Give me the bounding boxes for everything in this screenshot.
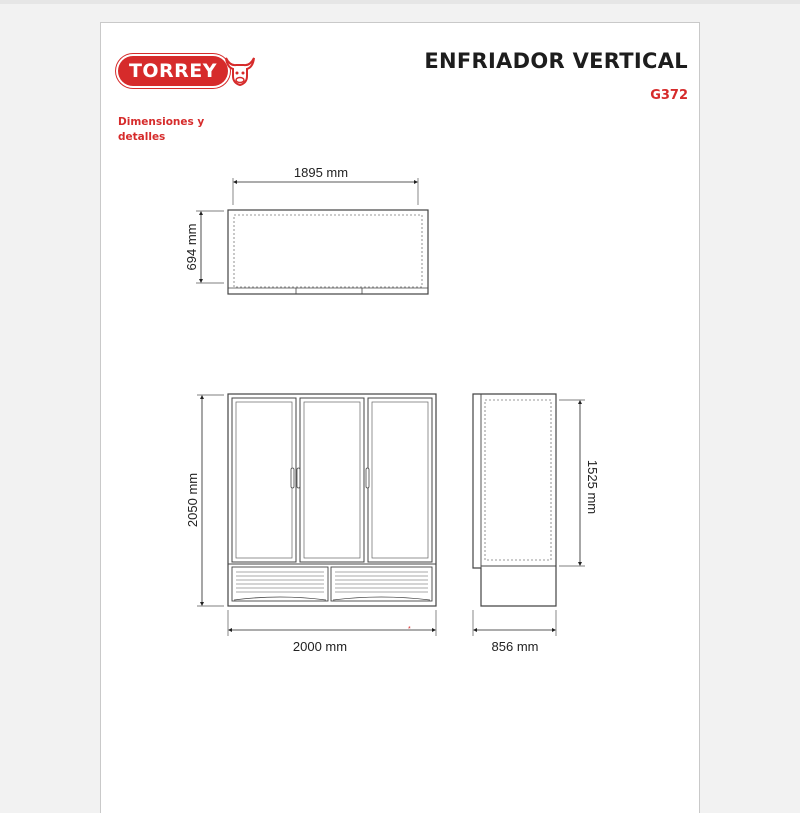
front-width-label: 2000 mm xyxy=(292,639,348,654)
top-width-dimension xyxy=(233,165,418,205)
front-height-dimension xyxy=(185,395,224,606)
brand-name: TORREY xyxy=(128,60,218,82)
top-depth-label: 694 mm xyxy=(184,223,199,271)
side-depth-label: 856 mm xyxy=(491,639,539,654)
front-view xyxy=(228,394,436,606)
front-height-label: 2050 mm xyxy=(185,472,200,528)
top-width-label: 1895 mm xyxy=(293,165,349,180)
side-depth-dimension xyxy=(473,610,556,654)
side-height-label: 1525 mm xyxy=(585,459,600,515)
document-title: ENFRIADOR VERTICAL xyxy=(424,49,688,73)
top-view xyxy=(228,210,428,294)
section-heading: Dimensiones y detalles xyxy=(118,116,205,143)
front-width-dimension xyxy=(228,610,436,654)
red-mark: * xyxy=(408,626,411,633)
side-height-dimension xyxy=(559,400,600,566)
model-code: G372 xyxy=(650,88,688,103)
top-depth-dimension xyxy=(184,211,224,283)
side-view xyxy=(473,394,556,606)
